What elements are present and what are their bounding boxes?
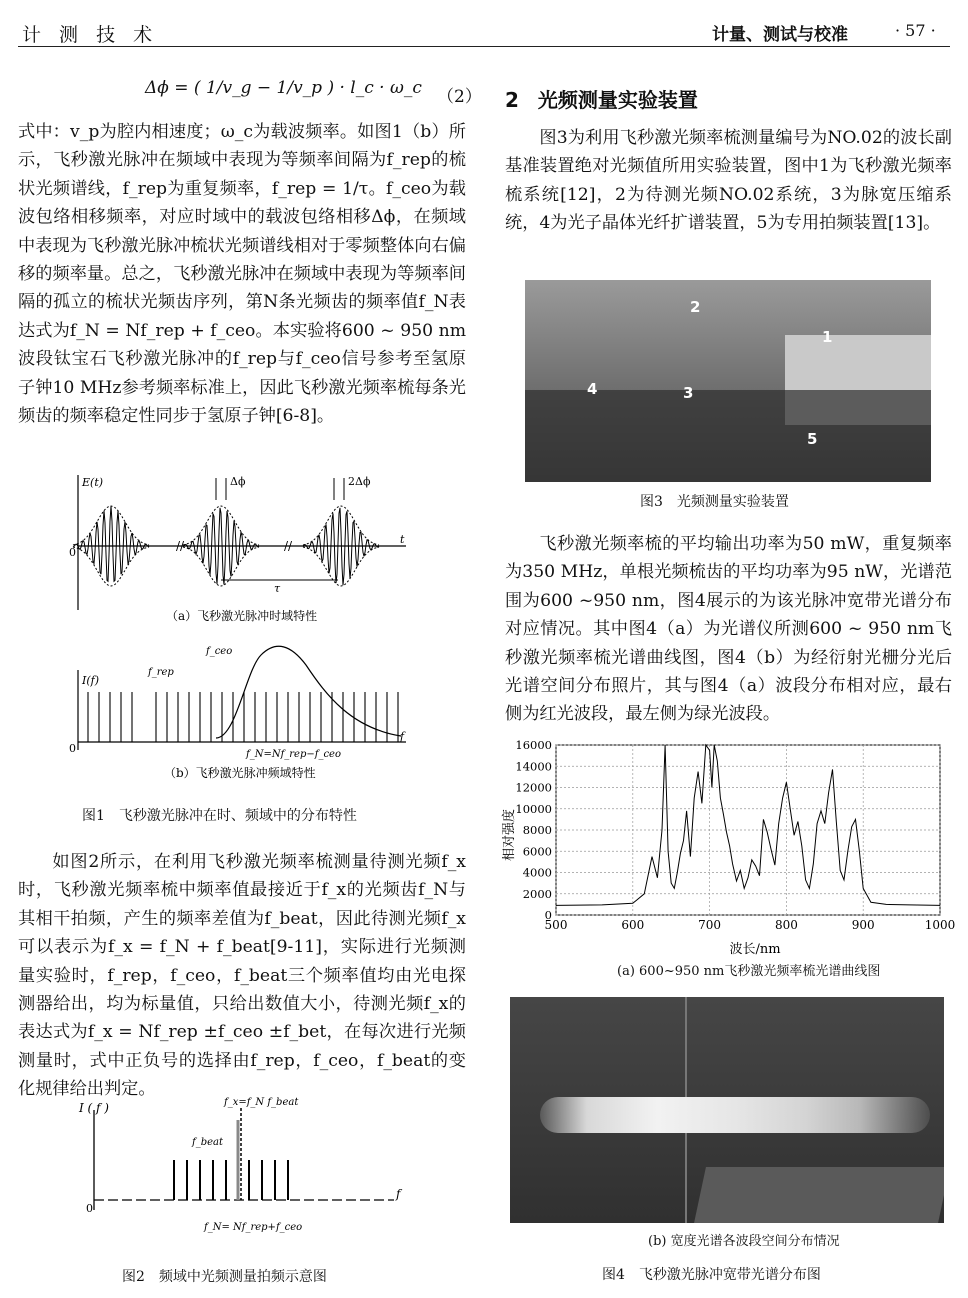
chart-ylabel: 相对强度 [502, 808, 517, 862]
fig1b-xlabel: f [400, 730, 405, 743]
break-mark: // [176, 539, 185, 553]
x-tick-label: 800 [774, 918, 798, 932]
right-column-top [505, 124, 952, 238]
breadboard [694, 1167, 944, 1223]
fig3-caption: 图3 光频测量实验装置 [640, 494, 789, 510]
fig3-label-3: 3 [683, 384, 694, 402]
chart-xlabel: 波长/nm [729, 942, 781, 957]
fig2-comb-lines [174, 1120, 288, 1200]
fig4a-caption: (a) 600~950 nm飞秒激光频率梳光谱曲线图 [617, 964, 881, 979]
spectrum-series-line [556, 745, 940, 905]
fig1b-fn: f_N=Nf_rep−f_ceo [246, 749, 341, 760]
page-number: · 57 · [895, 21, 936, 40]
x-tick-label: 1000 [924, 918, 956, 932]
y-tick-label: 10000 [515, 801, 552, 816]
section-title: 光频测量实验装置 [537, 88, 698, 112]
fig1a-caption: （a）飞秒激光脉冲时域特性 [166, 609, 318, 623]
fig1a-xlabel: t [400, 533, 405, 546]
fig1b-ylabel: I(f) [82, 674, 99, 687]
y-tick-label: 6000 [522, 844, 552, 859]
optical-table [525, 390, 931, 482]
fig1b-fceo: f_ceo [206, 646, 233, 657]
section-header: 计量、测试与校准 [712, 25, 848, 45]
paragraph: 如图2所示，在利用飞秒激光频率梳测量待测光频f_x时，飞秒激光频率梳中频率值最接近于f_x的光频齿f_N与其相干拍频，产生的频率差值为f_beat，因此待测光频f_x可以表示为f_x = f_N + f_beat[9-11]，实际进行光频测量实验时，f_rep，f_ceo，f_beat三个频率值均由光电探测器给出，均为标量值，只给出数值大小，待测光频f_x的表达式为f_x = Nf_rep ±f_ceo ±f_bet，在每次进行光频测量时，式中正负号的选择由f_rep，f_ceo，f_beat的变化规律给出判定。 [18, 852, 466, 1100]
section-number: 2 [505, 88, 519, 112]
fig1b-caption: （b）飞秒激光脉冲频域特性 [164, 766, 316, 780]
fig4b-photo [510, 997, 944, 1223]
fig1b-origin: 0 [69, 742, 76, 755]
left-column-top [18, 118, 466, 430]
equation: Δϕ = ( 1/v_g − 1/v_p ) · l_c · ω_c [145, 78, 422, 98]
journal-name: 计 测 技 术 [22, 24, 159, 46]
fig3-label-5: 5 [807, 430, 818, 448]
fig4-caption: 图4 飞秒激光脉冲宽带光谱分布图 [602, 1267, 821, 1283]
x-tick-label: 500 [544, 918, 568, 932]
y-tick-label: 2000 [522, 886, 552, 901]
paragraph: 式中：v_p为腔内相速度；ω_c为载波频率。如图1（b）所示，飞秒激光脉冲在频域中表现为等频率间隔为f_rep的梳状光频谱线，f_rep为重复频率，f_rep = 1/τ。f_ceo为载波包络相移频率，对应时域中的载波包络相移Δϕ，在频域中表现为飞秒激光脉冲梳状光频谱线相对于零频整体向右偏移的频率量。总之，飞秒激光脉冲在频域中表现为等频率间隔的孤立的梳状光频齿序列，第N条光频齿的频率值f_N表达式为f_N = Nf_rep + f_ceo。本实验将600 ~ 950 nm波段钛宝石飞秒激光脉冲的f_rep与f_ceo信号参考至氢原子钟10 MHz参考频率标准上，因此飞秒激光频率梳每条光频齿的频率稳定性同步于氢原子钟[6-8]。 [18, 122, 466, 427]
chart-grid [556, 745, 940, 915]
section-heading [505, 84, 698, 113]
fig4a-chart [500, 735, 958, 975]
fig2-fn: f_N= Nf_rep+f_ceo [204, 1222, 303, 1233]
paragraph: 飞秒激光频率梳的平均输出功率为50 mW，重复频率为350 MHz，单根光频梳齿的平均功率为95 nW，光谱范围为600 ~950 nm，图4展示的为该光脉冲宽带光谱分布对应情况。其中图4（a）为光谱仪所测600 ~ 950 nm飞秒激光频率梳光谱曲线图，图4（b）为经衍射光栅分光后光谱空间分布照片，其与图4（a）波段分布相对应，最右侧为红光波段，最左侧为绿光波段。 [505, 534, 952, 725]
fig3-label-1: 1 [822, 328, 833, 346]
fig2-xlabel: f [396, 1187, 401, 1201]
fig1a-2dphi: 2Δϕ [348, 475, 371, 488]
fig2-caption: 图2 频域中光频测量拍频示意图 [122, 1269, 327, 1285]
fig2-origin: 0 [86, 1202, 93, 1215]
y-tick-label: 4000 [522, 865, 552, 880]
fig3-label-2: 2 [690, 298, 701, 316]
fig2-ylabel: I ( f ) [79, 1101, 109, 1115]
fig1a-dphi: Δϕ [230, 475, 246, 488]
x-tick-label: 900 [851, 918, 875, 932]
fig1a-tau: τ [274, 582, 281, 595]
break-mark: // [284, 539, 293, 553]
fig1a-ylabel: E(t) [82, 476, 104, 489]
y-tick-label: 16000 [515, 738, 552, 752]
y-tick-label: 0 [544, 908, 552, 922]
left-column-bottom [18, 848, 466, 1104]
fig2-fbeat: f_beat [192, 1137, 224, 1148]
figure-1 [66, 470, 416, 800]
y-tick-label: 8000 [522, 823, 552, 837]
fig3-label-4: 4 [587, 380, 598, 398]
right-column-bottom [505, 530, 952, 729]
chart-ticks [515, 738, 955, 932]
header-rule [18, 46, 950, 47]
fig4b-caption: (b) 宽度光谱各波段空间分布情况 [648, 1234, 840, 1249]
fig1-caption: 图1 飞秒激光脉冲在时、频域中的分布特性 [82, 808, 357, 824]
fig1a-origin: 0 [69, 546, 76, 559]
figure-2 [74, 1090, 414, 1250]
fig3-photo [525, 280, 931, 482]
x-tick-label: 600 [621, 918, 645, 932]
x-tick-label: 700 [698, 918, 722, 932]
fig2-fx: f_x=f_N f_beat [224, 1097, 299, 1108]
fig1b-frep: f_rep [148, 667, 174, 678]
equation-number: （2） [437, 87, 482, 107]
y-tick-label: 14000 [515, 759, 552, 774]
paragraph: 图3为利用飞秒激光频率梳测量编号为NO.02的波长副基准装置绝对光频值所用实验装置，图中1为飞秒激光频率梳系统[12]，2为待测光频NO.02系统，3为脉宽压缩系统，4为光子晶体光纤扩谱装置，5为专用拍频装置[13]。 [505, 128, 952, 234]
spectrum-band [540, 1097, 930, 1133]
y-tick-label: 12000 [515, 780, 552, 795]
